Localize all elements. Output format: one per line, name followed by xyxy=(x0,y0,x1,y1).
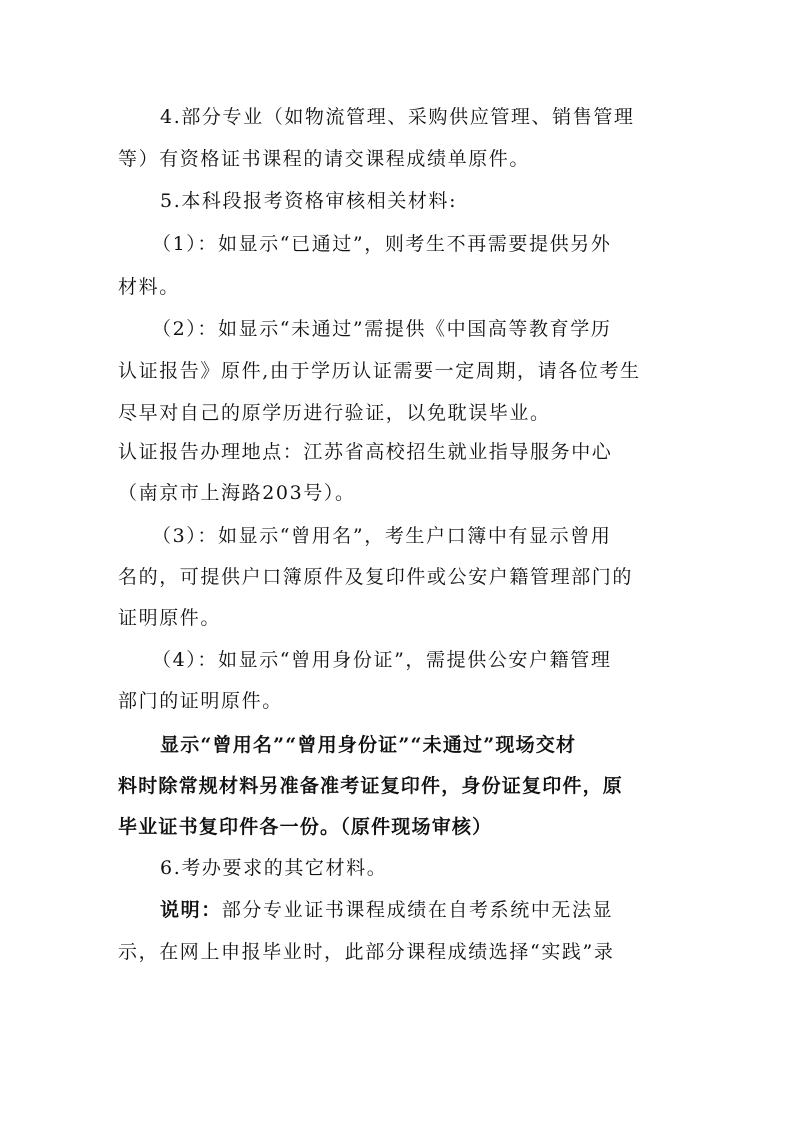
notice-line1: 显示“曾用名”“曾用身份证”“未通过”现场交材 xyxy=(160,734,577,756)
sub3-line3: 证明原件。 xyxy=(118,607,222,629)
sub1-line1: （1）：如显示“已通过”，则考生不再需要提供另外 xyxy=(152,233,612,255)
sub4-line1: （4）：如显示“曾用身份证”，需提供公安户籍管理 xyxy=(152,649,612,671)
sub2-line2: 认证报告》原件,由于学历认证需要一定周期，请各位考生 xyxy=(118,360,641,382)
item4-line1: 4.部分专业（如物流管理、采购供应管理、销售管理 xyxy=(160,106,635,128)
note-text: 部分专业证书课程成绩在自考系统中无法显 xyxy=(221,899,614,921)
note-line1 xyxy=(160,899,720,921)
item6-title: 6.考办要求的其它材料。 xyxy=(160,857,388,879)
sub4-line2: 部门的证明原件。 xyxy=(118,690,283,712)
note-label: 说明： xyxy=(160,899,222,921)
sub3-line2: 名的，可提供户口簿原件及复印件或公安户籍管理部门的 xyxy=(118,566,634,588)
sub1-line2: 材料。 xyxy=(118,276,180,298)
sub2-line3: 尽早对自己的原学历进行验证，以免耽误毕业。 xyxy=(118,402,551,424)
notice-line3: 毕业证书复印件各一份。（原件现场审核） xyxy=(118,816,493,838)
sub2-line5: （南京市上海路203号）。 xyxy=(118,482,356,504)
note-line2: 示，在网上申报毕业时，此部分课程成绩选择“实践”录 xyxy=(118,941,615,963)
item4-line2: 等）有资格证书课程的请交课程成绩单原件。 xyxy=(118,148,531,170)
sub2-line4: 认证报告办理地点：江苏省高校招生就业指导服务中心 xyxy=(118,441,613,463)
sub3-line1: （3）：如显示“曾用名”，考生户口簿中有显示曾用 xyxy=(152,525,612,547)
sub2-line1: （2）：如显示“未通过”需提供《中国高等教育学历 xyxy=(152,318,612,340)
item5-title: 5.本科段报考资格审核相关材料: xyxy=(160,190,458,212)
notice-line2: 料时除常规材料另准备准考证复印件，身份证复印件，原 xyxy=(118,775,624,797)
